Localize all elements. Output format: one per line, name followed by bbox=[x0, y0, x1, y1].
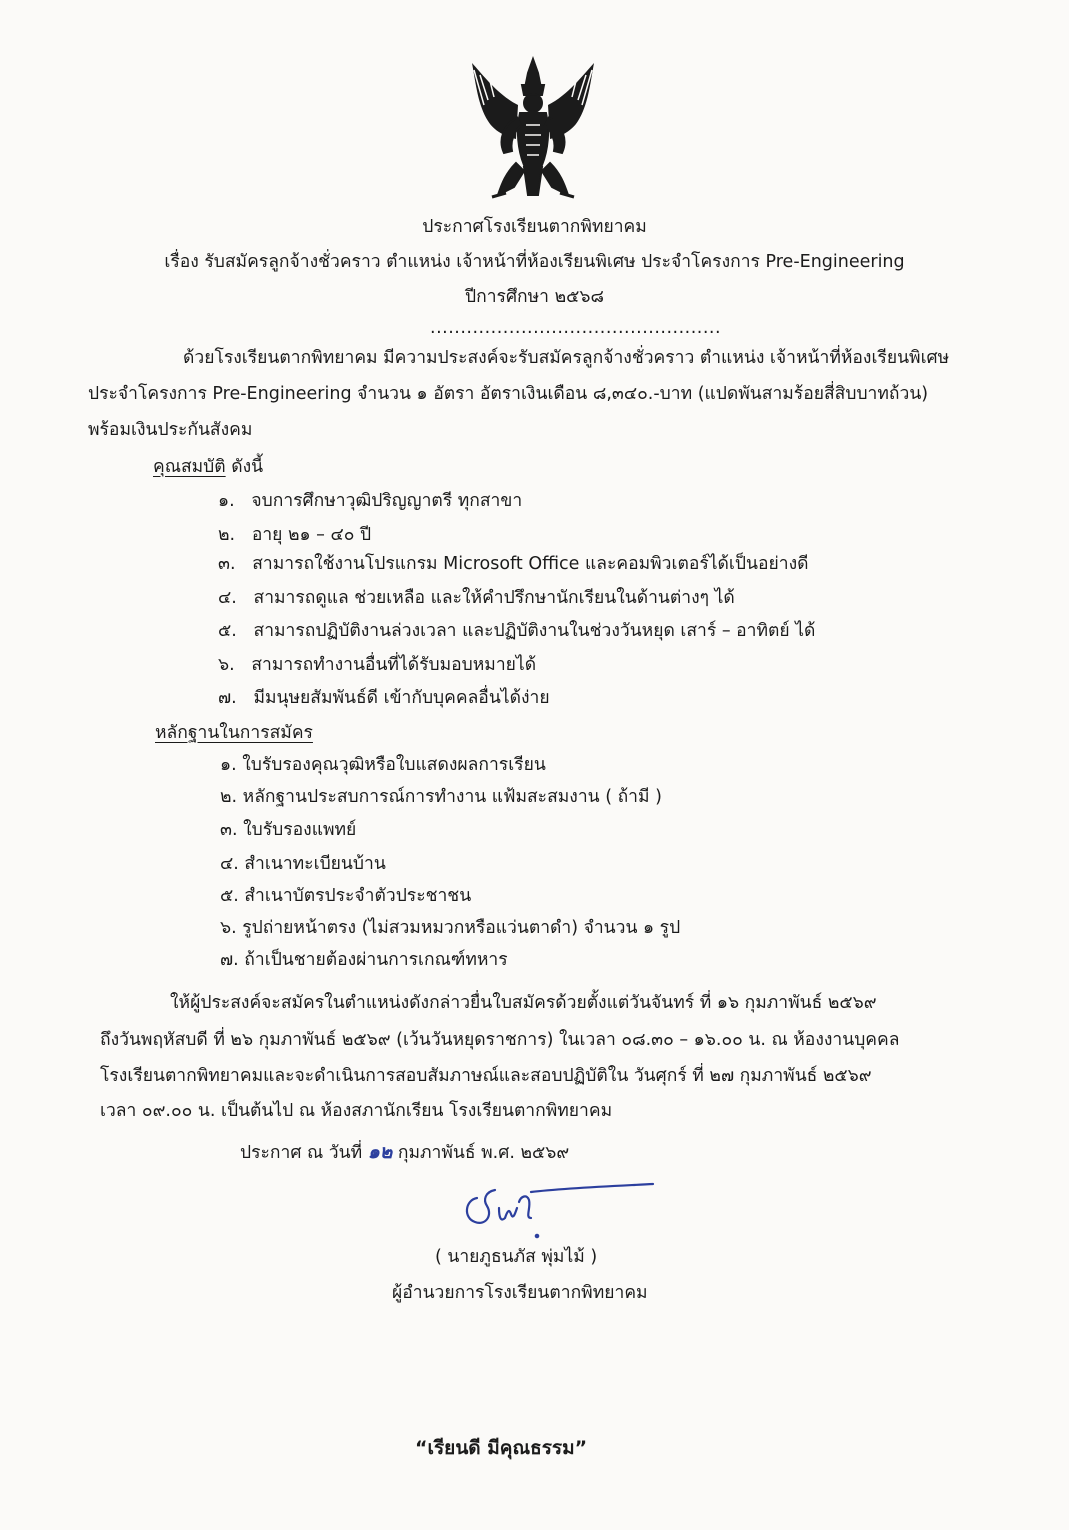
intro-line-3: พร้อมเงินประกันสังคม bbox=[88, 420, 253, 440]
application-line-4: เวลา ๐๙.๐๐ น. เป็นต้นไป ณ ห้องสภานักเรียน โรงเรียนตากพิทยาคม bbox=[100, 1101, 613, 1121]
list-item: ๔. สำเนาทะเบียนบ้าน bbox=[220, 854, 386, 874]
item-text: สามารถปฏิบัติงานล่วงเวลา และปฏิบัติงานในช่วงวันหยุด เสาร์ – อาทิตย์ ได้ bbox=[253, 621, 816, 641]
list-item bbox=[218, 586, 735, 610]
item-number: ๓. bbox=[218, 554, 236, 574]
signatory-name: ( นายภูธนภัส พุ่มไม้ ) bbox=[435, 1247, 598, 1267]
signatory-position: ผู้อำนวยการโรงเรียนตากพิทยาคม bbox=[392, 1283, 648, 1303]
item-number: ๔. bbox=[218, 588, 237, 608]
item-number: ๕. bbox=[218, 621, 237, 641]
list-item: ๑. ใบรับรองคุณวุฒิหรือใบแสดงผลการเรียน bbox=[220, 755, 546, 775]
item-text: จบการศึกษาวุฒิปริญญาตรี ทุกสาขา bbox=[251, 491, 523, 511]
list-item bbox=[218, 686, 550, 710]
item-text: สามารถใช้งานโปรแกรม Microsoft Office และคอมพิวเตอร์ได้เป็นอย่างดี bbox=[252, 554, 809, 574]
list-item bbox=[218, 489, 522, 513]
item-text: มีมนุษยสัมพันธ์ดี เข้ากับบุคคลอื่นได้ง่าย bbox=[253, 688, 550, 708]
list-item bbox=[218, 653, 536, 677]
announcement-subject: เรื่อง รับสมัครลูกจ้างชั่วคราว ตำแหน่ง เจ้าหน้าที่ห้องเรียนพิเศษ ประจำโครงการ Pre-Engineering bbox=[164, 252, 905, 272]
intro-line-1: ด้วยโรงเรียนตากพิทยาคม มีความประสงค์จะรับสมัครลูกจ้างชั่วคราว ตำแหน่ง เจ้าหน้าที่ห้องเรียนพิเศษ bbox=[183, 348, 950, 368]
date-prefix: ประกาศ ณ วันที่ bbox=[240, 1143, 363, 1163]
list-item: ๖. รูปถ่ายหน้าตรง (ไม่สวมหมวกหรือแว่นตาดำ) จำนวน ๑ รูป bbox=[220, 918, 681, 938]
documents-heading: หลักฐานในการสมัคร bbox=[155, 723, 313, 743]
handwritten-day: ๑๒ bbox=[367, 1141, 393, 1163]
announcement-title: ประกาศโรงเรียนตากพิทยาคม bbox=[422, 217, 647, 237]
academic-year: ปีการศึกษา ๒๕๖๘ bbox=[465, 287, 604, 307]
signature bbox=[455, 1178, 660, 1248]
list-item bbox=[218, 552, 808, 576]
qualifications-heading bbox=[153, 455, 263, 479]
list-item bbox=[218, 523, 371, 547]
item-text: สามารถทำงานอื่นที่ได้รับมอบหมายได้ bbox=[251, 655, 537, 675]
application-line-2: ถึงวันพฤหัสบดี ที่ ๒๖ กุมภาพันธ์ ๒๕๖๙ (เว้นวันหยุดราชการ) ในเวลา ๐๘.๓๐ – ๑๖.๐๐ น. ณ ห้องงานบุคคล bbox=[100, 1030, 900, 1050]
item-number: ๒. bbox=[218, 525, 236, 545]
list-item: ๕. สำเนาบัตรประจำตัวประชาชน bbox=[220, 886, 472, 906]
announcement-date bbox=[240, 1140, 569, 1165]
intro-line-2: ประจำโครงการ Pre-Engineering จำนวน ๑ อัตรา อัตราเงินเดือน ๘,๓๔๐.-บาท (แปดพันสามร้อยสี่สิบบาทถ้วน) bbox=[88, 384, 929, 404]
list-item bbox=[218, 619, 815, 643]
header-divider: ................................................ bbox=[430, 318, 722, 338]
qualifications-heading-label: คุณสมบัติ bbox=[153, 457, 226, 477]
item-number: ๗. bbox=[218, 688, 237, 708]
item-text: สามารถดูแล ช่วยเหลือ และให้คำปรึกษานักเรียนในด้านต่างๆ ได้ bbox=[253, 588, 735, 608]
garuda-emblem-icon bbox=[458, 55, 608, 205]
item-text: อายุ ๒๑ – ๔๐ ปี bbox=[251, 525, 372, 545]
qualifications-heading-suffix: ดังนี้ bbox=[225, 457, 264, 477]
item-number: ๖. bbox=[218, 655, 235, 675]
item-number: ๑. bbox=[218, 491, 235, 511]
application-line-3: โรงเรียนตากพิทยาคมและจะดำเนินการสอบสัมภาษณ์และสอบปฏิบัติใน วันศุกร์ ที่ ๒๗ กุมภาพันธ์ ๒๕๖๙ bbox=[100, 1066, 872, 1086]
list-item: ๗. ถ้าเป็นชายต้องผ่านการเกณฑ์ทหาร bbox=[220, 950, 508, 970]
application-line-1: ให้ผู้ประสงค์จะสมัครในตำแหน่งดังกล่าวยื่นใบสมัครด้วยตั้งแต่วันจันทร์ ที่ ๑๖ กุมภาพันธ์ ๒๕๖๙ bbox=[170, 993, 877, 1013]
date-suffix: กุมภาพันธ์ พ.ศ. ๒๕๖๙ bbox=[397, 1143, 570, 1163]
school-motto: “เรียนดี มีคุณธรรม” bbox=[415, 1437, 588, 1459]
list-item: ๒. หลักฐานประสบการณ์การทำงาน แฟ้มสะสมงาน ( ถ้ามี ) bbox=[220, 787, 662, 807]
list-item: ๓. ใบรับรองแพทย์ bbox=[220, 820, 357, 840]
